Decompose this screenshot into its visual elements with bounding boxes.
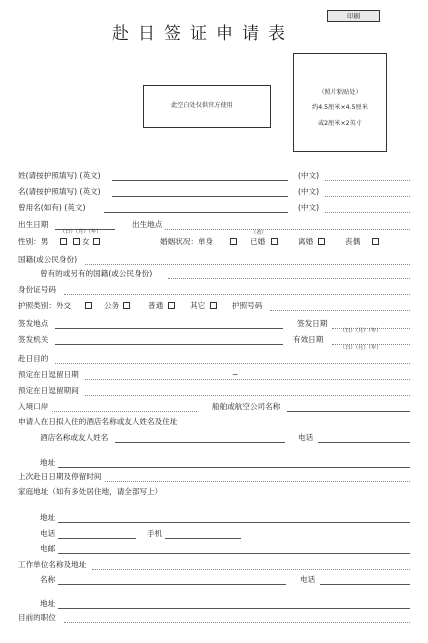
home-address-sub-label: 地址 (40, 513, 56, 522)
hotel-name-label: 酒店名称或友人姓名 (40, 433, 109, 442)
port-entry-label: 入境口岸 (18, 402, 49, 411)
former-name-label: 曾用名(如有) (英文) (18, 203, 86, 212)
passport-type-label: 护照类别：外交 (18, 301, 72, 310)
employer-address-input[interactable] (58, 608, 410, 609)
dob-label: 出生日期 (18, 220, 49, 229)
pob-label: 出生地点 (132, 220, 163, 229)
former-name-chinese-label: (中文) (298, 203, 320, 212)
surname-label: 姓(请按护照填写) (英文) (18, 171, 101, 180)
divorced-label: 离婚 (298, 237, 314, 246)
home-address-label: 家庭地址（如有多处居住地，请全部写上） (18, 487, 163, 496)
single-checkbox[interactable] (230, 238, 237, 245)
previous-stay-input[interactable] (105, 481, 410, 482)
home-phone-input[interactable] (58, 538, 136, 539)
purpose-label: 赴日目的 (18, 354, 49, 363)
photo-label-2: 约4.5厘米×4.5厘米 (312, 104, 368, 111)
marital-label: 婚姻状况：单身 (160, 237, 214, 246)
former-nationality-input[interactable] (168, 278, 410, 279)
official-use-box (143, 85, 271, 128)
place-issue-input[interactable] (55, 328, 283, 329)
ordinary-checkbox[interactable] (168, 302, 175, 309)
dob-hint: （日）（月）（年） (60, 229, 102, 235)
male-checkbox[interactable] (60, 238, 67, 245)
arrival-date-input[interactable] (85, 379, 410, 380)
current-position-input[interactable] (64, 622, 410, 623)
date-issue-hint: （日）（月）（年） (340, 328, 382, 334)
employer-name-label: 名称 (40, 575, 56, 584)
mobile-input[interactable] (165, 538, 241, 539)
date-issue-label: 签发日期 (297, 319, 328, 328)
ordinary-label: 普通 (148, 301, 164, 310)
given-name-chinese-input[interactable] (325, 196, 410, 197)
passport-number-input[interactable] (270, 310, 410, 311)
official-label: 公务 (104, 301, 120, 310)
hotel-address-label: 地址 (40, 458, 56, 467)
ship-airline-input[interactable] (287, 411, 410, 412)
current-position-label: 目前的职位 (18, 613, 56, 622)
place-issue-label: 签发地点 (18, 319, 49, 328)
female-checkbox-2[interactable] (93, 238, 100, 245)
form-title: 赴日签证申请表 (112, 24, 294, 44)
diplomatic-checkbox[interactable] (85, 302, 92, 309)
female-checkbox[interactable] (73, 238, 80, 245)
employer-phone-label: 电话 (300, 575, 316, 584)
home-phone-label: 电话 (40, 529, 56, 538)
former-name-chinese-input[interactable] (325, 212, 410, 213)
given-name-chinese-label: (中文) (298, 187, 320, 196)
former-name-input[interactable] (104, 212, 288, 213)
surname-input[interactable] (112, 180, 288, 181)
mobile-label: 手机 (147, 529, 163, 538)
arrival-date-label: 预定在日逗留日期 (18, 370, 79, 379)
stay-period-input[interactable] (85, 395, 410, 396)
ship-airline-label: 船舶或航空公司名称 (212, 402, 281, 411)
pob-input[interactable] (165, 229, 410, 230)
photo-label-3: 或2厘米×2英寸 (318, 120, 362, 127)
married-note: （者） (251, 230, 267, 236)
stay-period-label: 预定在日逗留期间 (18, 386, 79, 395)
previous-stay-label: 上次赴日日期及停留时间 (18, 472, 102, 481)
photo-label-1: （照片粘贴处） (318, 89, 362, 96)
email-input[interactable] (58, 553, 410, 554)
passport-number-label: 护照号码 (232, 301, 263, 310)
married-label: 已婚 (250, 237, 266, 246)
nationality-label: 国籍(或公民身份) (18, 255, 78, 264)
sex-label: 性别：男 (18, 237, 49, 246)
dob-input[interactable] (55, 229, 115, 230)
employer-address-label: 地址 (40, 599, 56, 608)
date-range-tilde: ~ (232, 370, 239, 379)
purpose-input[interactable] (55, 363, 410, 364)
other-label: 其它 (190, 301, 206, 310)
id-number-input[interactable] (64, 294, 410, 295)
issuing-authority-label: 签发机关 (18, 335, 49, 344)
id-number-label: 身份证号码 (18, 285, 56, 294)
divorced-checkbox[interactable] (318, 238, 325, 245)
issuing-authority-input[interactable] (55, 344, 283, 345)
photo-box[interactable] (293, 53, 387, 152)
official-checkbox[interactable] (123, 302, 130, 309)
hotel-name-input[interactable] (115, 442, 285, 443)
married-checkbox[interactable] (271, 238, 278, 245)
hotel-phone-input[interactable] (318, 442, 410, 443)
employer-input[interactable] (92, 569, 410, 570)
employer-name-input[interactable] (58, 584, 286, 585)
female-label: 女 (82, 237, 90, 246)
employer-label: 工作单位名称及地址 (18, 560, 87, 569)
print-badge[interactable]: 印刷 (327, 10, 380, 22)
other-checkbox[interactable] (210, 302, 217, 309)
given-name-input[interactable] (112, 196, 288, 197)
expiry-hint: （日）（月）（年） (340, 345, 382, 351)
nationality-input[interactable] (85, 264, 410, 265)
given-name-label: 名(请按护照填写) (英文) (18, 187, 101, 196)
email-label: 电邮 (40, 544, 56, 553)
former-nationality-label: 曾有的或另有的国籍(或公民身份) (40, 269, 153, 278)
official-use-label: 此空白处仅供官方使用 (171, 102, 233, 109)
widowed-label: 丧偶 (345, 237, 361, 246)
employer-phone-input[interactable] (320, 584, 410, 585)
port-entry-input[interactable] (52, 411, 197, 412)
surname-chinese-label: (中文) (298, 171, 320, 180)
surname-chinese-input[interactable] (325, 180, 410, 181)
home-address-input[interactable] (58, 522, 410, 523)
hotel-section-label: 申请人在日拟入住的酒店名称或友人姓名及住址 (18, 417, 178, 426)
expiry-label: 有效日期 (293, 335, 324, 344)
hotel-phone-label: 电话 (298, 433, 314, 442)
hotel-address-input[interactable] (58, 467, 410, 468)
widowed-checkbox[interactable] (372, 238, 379, 245)
